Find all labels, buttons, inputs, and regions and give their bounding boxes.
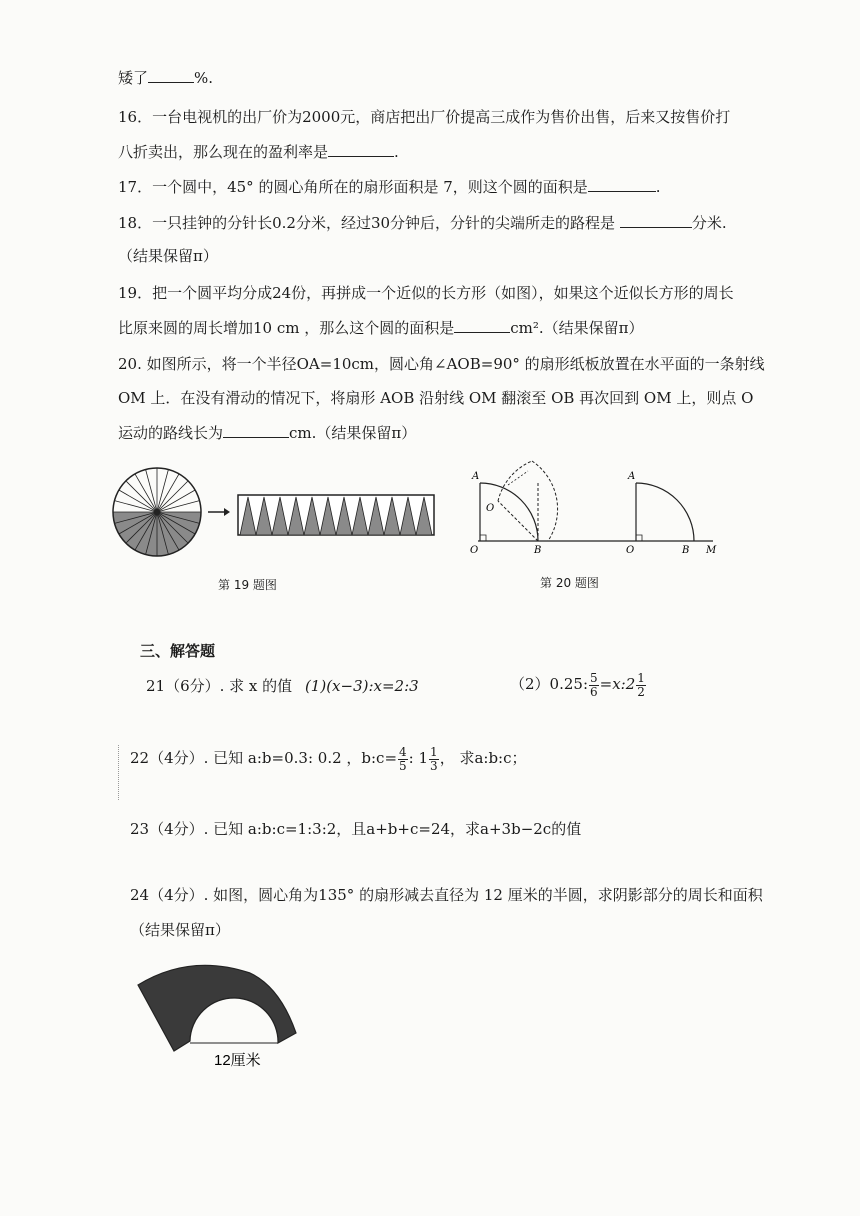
q15-unit: %.	[194, 69, 214, 87]
q22-frac2-num: 1	[430, 744, 438, 759]
q22-line	[130, 743, 527, 773]
margin-rule	[118, 745, 119, 800]
q22-frac1-den: 5	[399, 758, 407, 773]
label-a2: A	[628, 471, 636, 482]
q18-text: 18．一只挂钟的分针长0.2分米，经过30分钟后，分针的尖端所走的路程是	[118, 214, 616, 232]
q21-frac2-den: 2	[637, 684, 645, 699]
q22-prefix: 22（4分）. 已知 a:b=0.3: 0.2 ，b:c=	[130, 749, 398, 767]
q20-line2: OM 上．在没有滑动的情况下，将扇形 AOB 沿射线 OM 翻滚至 OB 再次回到 OM 上，则点 O	[118, 389, 754, 407]
q21-frac1-num: 5	[590, 670, 598, 685]
q20-blank[interactable]	[223, 423, 289, 438]
q15-tail	[118, 68, 213, 88]
label-a1: A	[472, 471, 480, 482]
fig24-diagram	[130, 955, 310, 1075]
q19-blank[interactable]	[454, 318, 510, 333]
q16-line2	[118, 142, 399, 162]
q15-blank[interactable]	[148, 68, 194, 83]
q21-part2-b: =x:2	[599, 675, 636, 693]
q16-end: .	[394, 143, 399, 161]
q18-line1	[118, 213, 727, 233]
q20-line3	[118, 423, 416, 443]
q23-line: 23（4分）. 已知 a:b:c=1:3:2，且a+b+c=24，求a+3b−2c的值	[130, 820, 582, 838]
q16-text: 八折卖出，那么现在的盈利率是	[118, 143, 329, 161]
fig24-label: 12厘米	[214, 1052, 261, 1069]
fig19-caption: 第 19 题图	[218, 578, 277, 592]
q17-blank[interactable]	[588, 177, 656, 192]
label-m: M	[706, 545, 717, 556]
label-b1: B	[534, 545, 542, 556]
q16-line1: 16．一台电视机的出厂价为2000元，商店把出厂价提高三成作为售价出售，后来又按售价打	[118, 108, 731, 126]
q21-part2-a: （2）0.25:	[510, 675, 588, 693]
q19-line2	[118, 318, 644, 338]
label-o-mid: O	[486, 503, 495, 514]
q22-frac1	[398, 746, 408, 773]
q21-prefix: 21（6分）. 求 x 的值	[146, 677, 293, 695]
circle-spoke	[146, 469, 157, 512]
label-b2: B	[682, 545, 690, 556]
fig19-rectangle	[238, 495, 434, 535]
q19-line1: 19．把一个圆平均分成24份，再拼成一个近似的长方形（如图），如果这个近似长方形的周长	[118, 284, 734, 302]
q20-unit: cm.（结果保留π）	[289, 424, 417, 442]
q16-blank[interactable]	[328, 142, 394, 157]
q21-part2	[510, 669, 647, 699]
fig20-caption: 第 20 题图	[540, 576, 599, 590]
circle-spoke	[157, 469, 168, 512]
circle-spoke	[114, 501, 157, 512]
q24-line2: （结果保留π）	[130, 921, 230, 939]
q22-frac1-num: 4	[399, 744, 407, 759]
fig20-diagram	[468, 455, 728, 565]
label-o2: O	[626, 545, 635, 556]
q18-line2: （结果保留π）	[118, 247, 218, 265]
q19-text: 比原来圆的周长增加10 cm ，那么这个圆的面积是	[118, 319, 455, 337]
q22-frac2	[429, 746, 439, 773]
q24-line1: 24（4分）. 如图，圆心角为135° 的扇形减去直径为 12 厘米的半圆，求阴影部分的周长和面积	[130, 886, 763, 904]
circle-spoke	[157, 501, 200, 512]
label-o1: O	[470, 545, 479, 556]
q21-frac2	[636, 672, 646, 699]
q20-line1: 20. 如图所示，将一个半径OA=10cm，圆心角∠AOB=90° 的扇形纸板放置在水平面的一条射线	[118, 355, 765, 373]
q22-frac2-den: 3	[430, 758, 438, 773]
q21-frac1	[589, 672, 599, 699]
fig19-arrow	[208, 508, 230, 516]
q17-text: 17．一个圆中，45° 的圆心角所在的扇形面积是 7，则这个圆的面积是	[118, 178, 588, 196]
q17-line	[118, 177, 661, 197]
q22-suffix: ， 求a:b:c；	[439, 749, 527, 767]
q18-unit: 分米.	[691, 214, 727, 232]
q21-frac2-num: 1	[637, 670, 645, 685]
q17-end: .	[655, 178, 661, 196]
fig19-circle	[113, 468, 201, 556]
q18-blank[interactable]	[620, 213, 692, 228]
q21-frac1-den: 6	[590, 684, 598, 699]
fig19-diagram	[110, 465, 440, 575]
q21-line	[146, 676, 419, 696]
section3-title: 三、解答题	[140, 642, 216, 660]
q22-mid: : 1	[408, 749, 429, 767]
q15-text: 矮了	[118, 69, 149, 87]
q20-text: 运动的路线长为	[118, 424, 224, 442]
q21-part1: (1)(x−3):x=2:3	[304, 677, 419, 695]
q19-unit: cm².（结果保留π）	[510, 319, 644, 337]
